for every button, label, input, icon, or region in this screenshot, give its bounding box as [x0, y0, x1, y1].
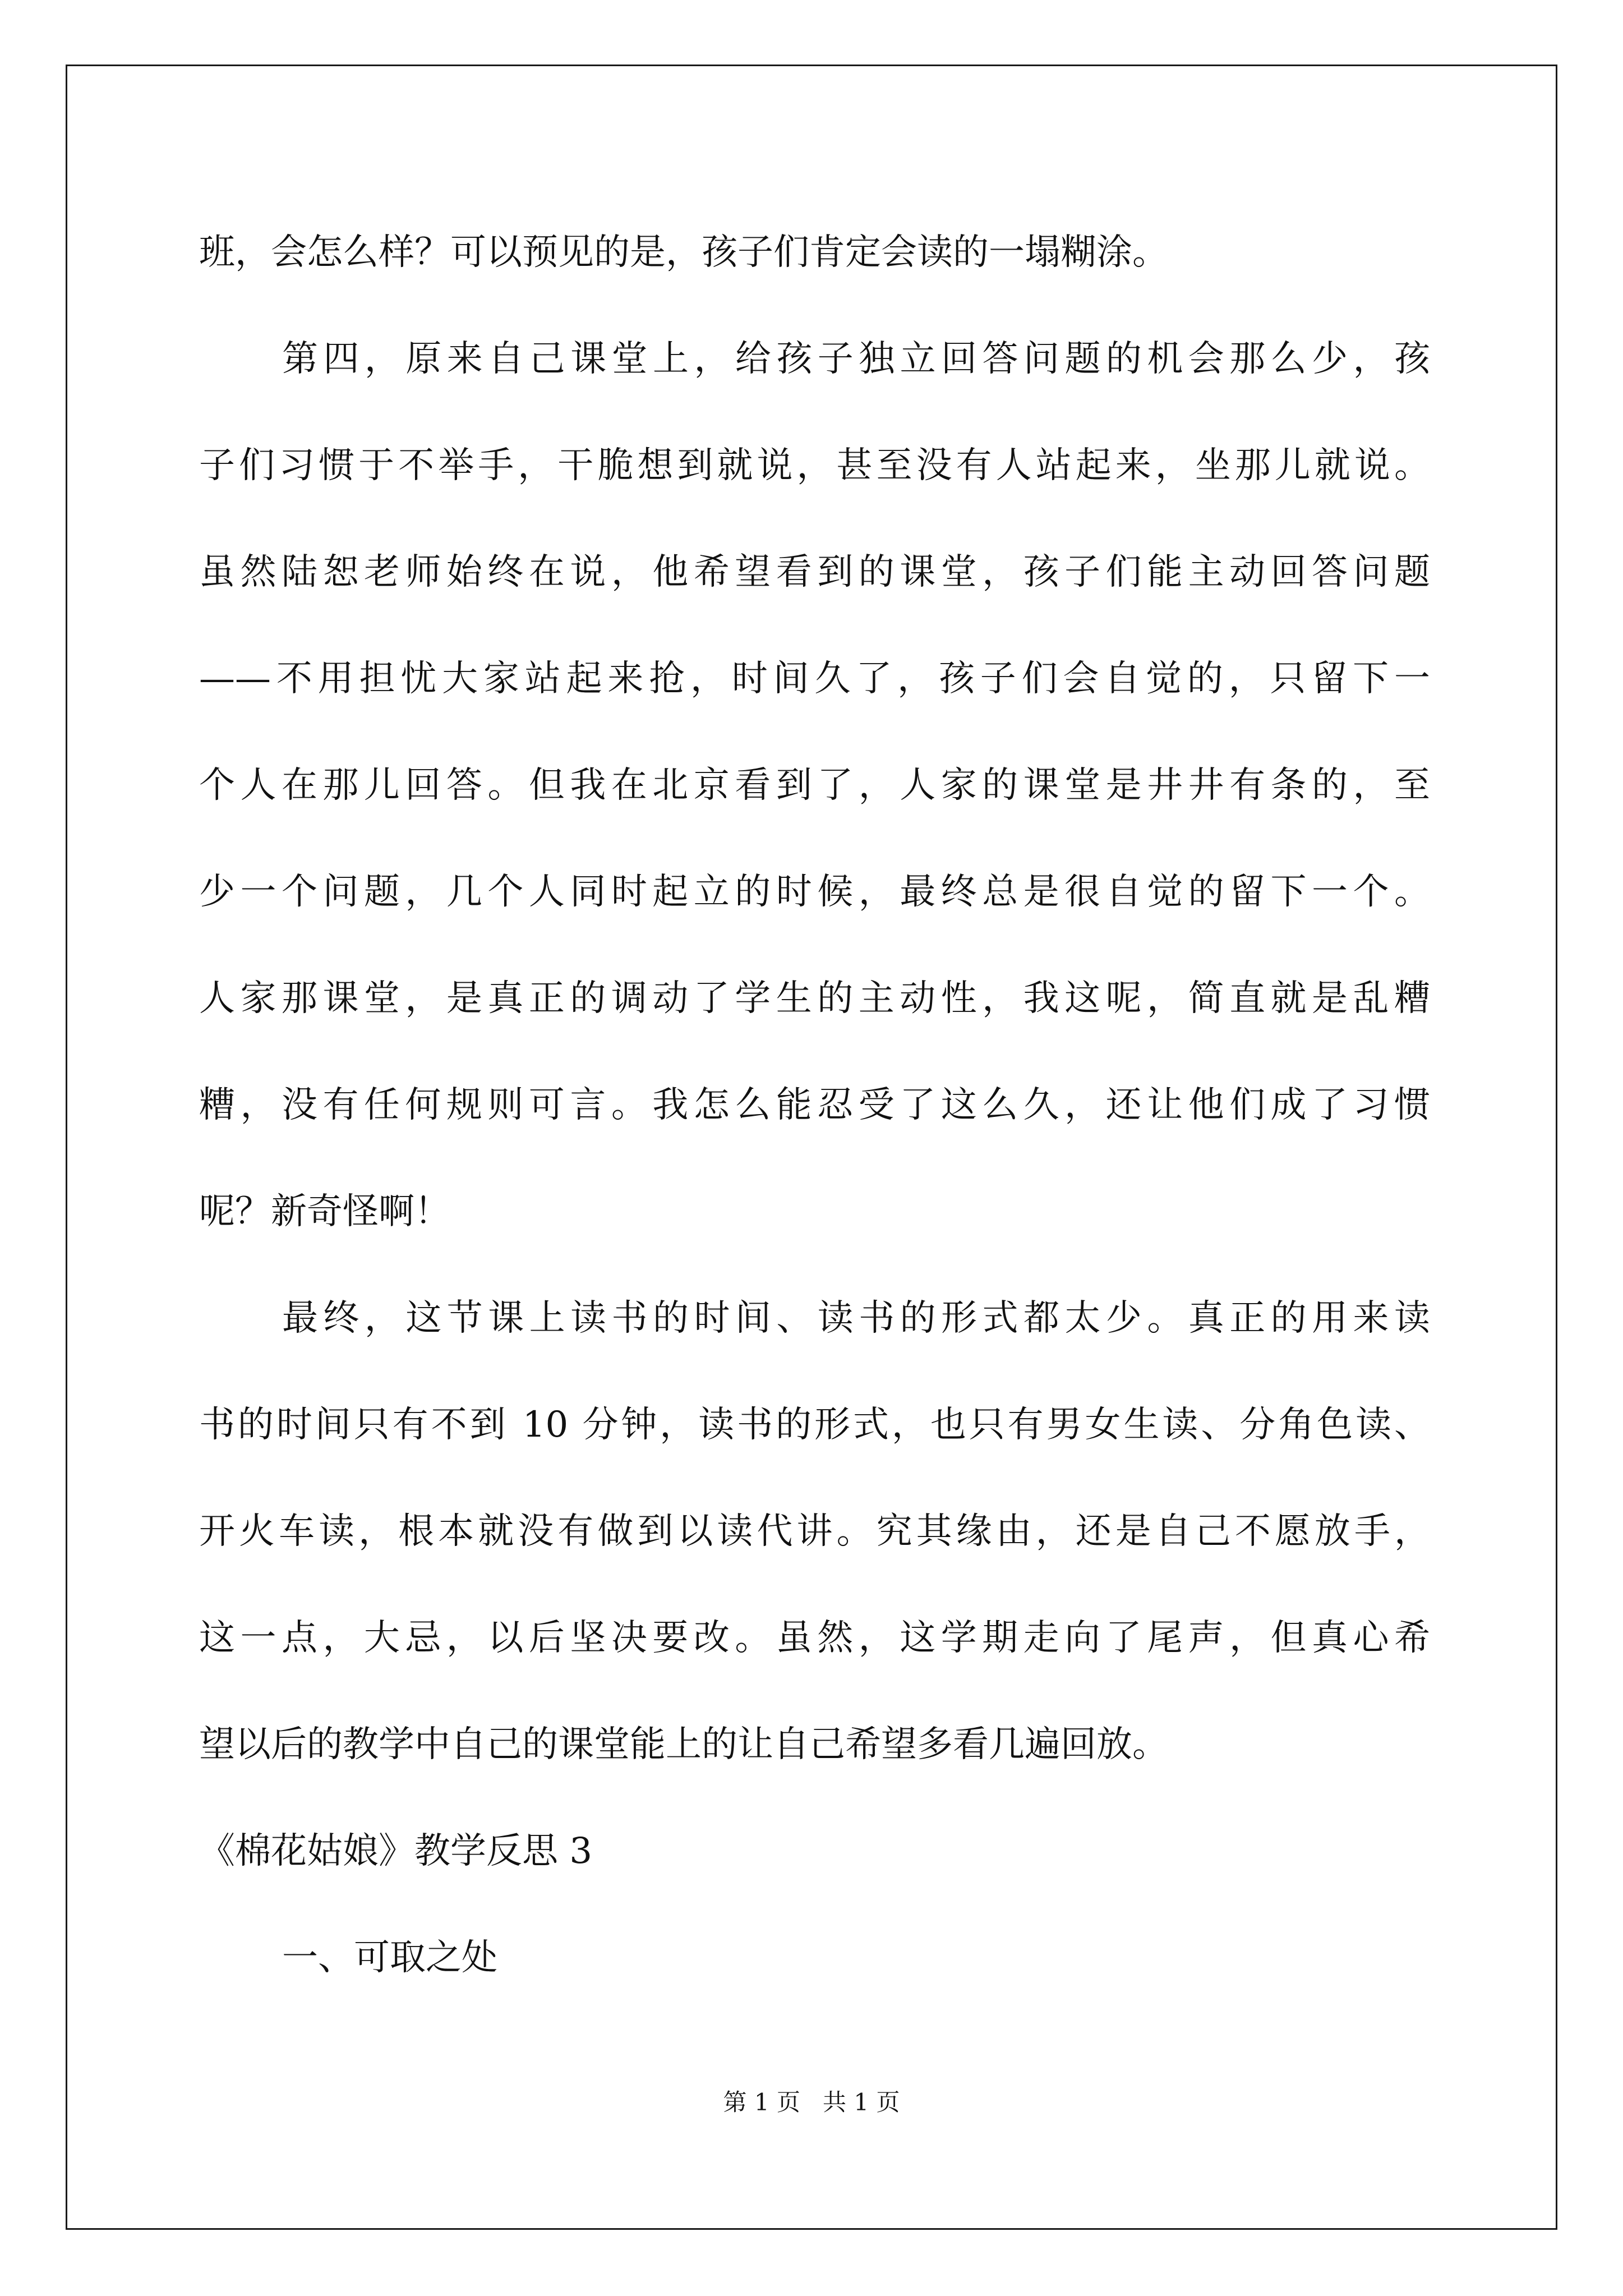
text-line: 最终，这节课上读书的时间、读书的形式都太少。真正的用来读 [282, 1297, 1430, 1339]
page-number: 第 1 页 共 1 页 [723, 2088, 900, 2116]
text-line: 呢？新奇怪啊！ [199, 1191, 450, 1232]
text-line: 人家那课堂，是真正的调动了学生的主动性，我这呢，简直就是乱糟 [199, 978, 1430, 1019]
text-line: 个人在那儿回答。但我在北京看到了，人家的课堂是井井有条的，至 [199, 765, 1430, 806]
text-line: 第四，原来自己课堂上，给孩子独立回答问题的机会那么少，孩 [282, 338, 1430, 380]
text-line: 班，会怎么样？可以预见的是，孩子们肯定会读的一塌糊涂。 [199, 232, 1168, 273]
subsection-heading: 一、可取之处 [282, 1937, 497, 1978]
text-line: ——不用担忧大家站起来抢，时间久了，孩子们会自觉的，只留下一 [199, 658, 1430, 700]
text-line: 书的时间只有不到 10 分钟，读书的形式，也只有男女生读、分角色读、 [199, 1404, 1430, 1446]
text-line: 少一个问题，几个人同时起立的时候，最终总是很自觉的留下一个。 [199, 871, 1430, 913]
document-body [199, 199, 1430, 2011]
text-line: 子们习惯于不举手，干脆想到就说，甚至没有人站起来，坐那儿就说。 [199, 445, 1430, 486]
text-line: 开火车读，根本就没有做到以读代讲。究其缘由，还是自己不愿放手， [199, 1511, 1430, 1552]
text-line: 这一点，大忌，以后坚决要改。虽然，这学期走向了尾声，但真心希 [199, 1617, 1430, 1659]
text-line: 糟，没有任何规则可言。我怎么能忍受了这么久，还让他们成了习惯 [199, 1084, 1430, 1126]
text-line: 虽然陆恕老师始终在说，他希望看到的课堂，孩子们能主动回答问题 [199, 551, 1430, 593]
section-heading: 《棉花姑娘》教学反思 3 [199, 1830, 593, 1872]
text-line: 望以后的教学中自己的课堂能上的让自己希望多看几遍回放。 [199, 1724, 1168, 1765]
